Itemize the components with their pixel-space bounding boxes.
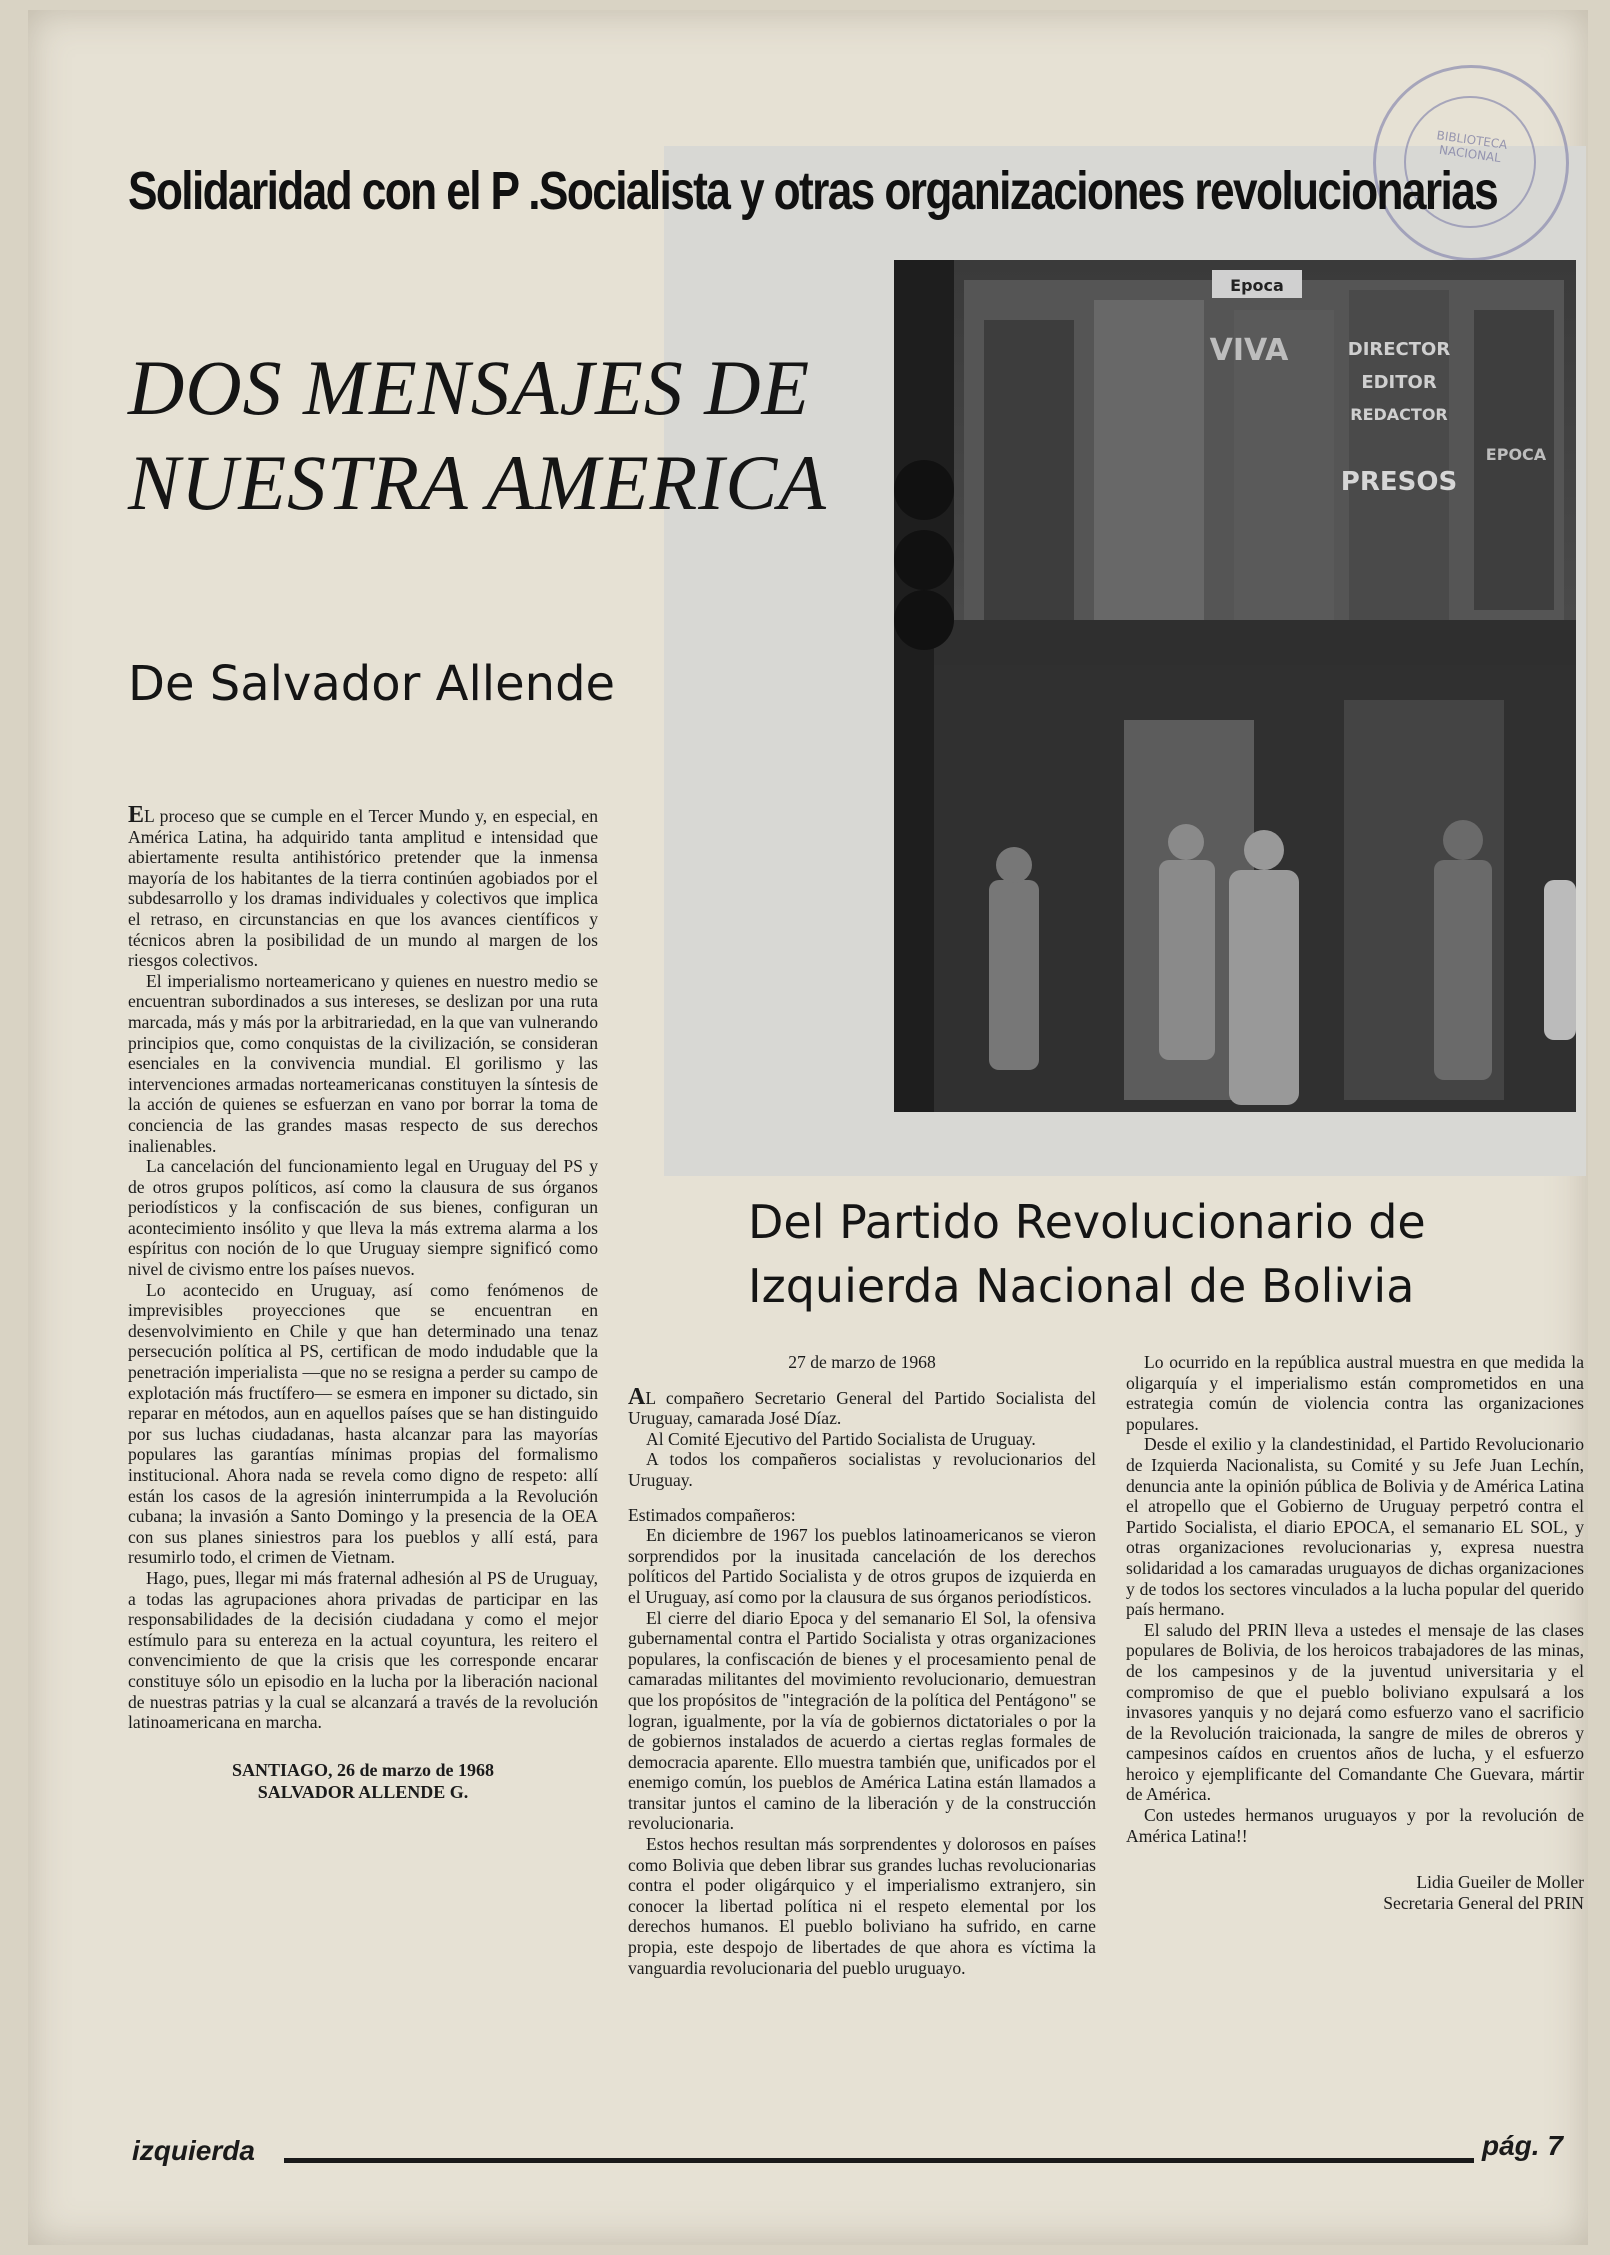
allende-sign-name: SALVADOR ALLENDE G.: [257, 1781, 469, 1802]
allende-paragraph-5: Hago, pues, llegar mi más fraternal adhesión al PS de Uruguay, a todas las agrupaciones ahora privadas de participar en las responsabilidades de la decisión ciudadana y como el mejor estímulo para su entereza en la actual coyuntura, les reitero el convencimiento de que la crisis que les corresponde encarar constituye sólo un episodio en la lucha por la liberación nacional de nuestras patrias y la cual se alcanzará a través de la revolución latinoamericana en marcha.: [128, 1567, 598, 1733]
prin-paragraph-7: Lo ocurrido en la república austral muestra en que medida la oligarquía y el imperialismo están comprometidos en una estrategia común de violencia contra las organizaciones populares.: [1126, 1352, 1584, 1434]
dropcap: A: [628, 1383, 646, 1410]
allende-sign-place: SANTIAGO, 26 de marzo de 1968: [232, 1759, 494, 1780]
newspaper-page: [28, 10, 1588, 2245]
prin-paragraph-3: A todos los compañeros socialistas y revolucionarios del Uruguay.: [628, 1449, 1096, 1490]
allende-paragraph-2: El imperialismo norteamericano y quienes en nuestro medio se encuentran subordinados a sus intereses, se deslizan por una ruta marcada, más y más por la arbitrariedad, en la que van vulnerando principios que, como conquistas de la civilización, se consideran esenciales en la convivencia mundial. El gorilismo y las intervenciones armadas norteamericanas constituyen la síntesis de la acción de quienes se esfuerzan en vano por borrar la toma de conciencia de las grandes masas respecto de sus derechos inalienables.: [128, 970, 598, 1156]
prin-sign-name: Lidia Gueiler de Moller: [1416, 1872, 1584, 1893]
allende-paragraph-3: La cancelación del funcionamiento legal en Uruguay del PS y de otros grupos políticos, así como la clausura de sus órganos periodísticos y la confiscación de sus bienes, configuran un acontecimiento insólito y que lleva la más extrema alarma a los espíritus con noción de lo que Uruguay siempre significó como nivel de civismo entre los países nuevos.: [128, 1156, 598, 1280]
allende-paragraph-1: [128, 802, 598, 971]
sign-redactor: REDACTOR: [1350, 405, 1448, 424]
footer-page-number: pág. 7: [1482, 2130, 1563, 2161]
stamp-text: BIBLIOTECA NACIONAL: [1435, 128, 1509, 166]
sign-editor: EDITOR: [1361, 372, 1437, 393]
prin-paragraph-5: El cierre del diario Epoca y del semanario El Sol, la ofensiva gubernamental contra el Partido Socialista y otras organizaciones populares, la confiscación de bienes y el procesamiento penal de camaradas militantes del movimiento revolucionario, demuestran que los propósitos de "integración de la política del Pentágono" se logran, igualmente, por la vía de gobiernos dictatoriales o por la de gobiernos instalados de acuerdo a ciertas reglas formales de democracia aparente. Ello muestra también que, unificados por el enemigo común, los pueblos de América Latina están llamados a transitar juntos el camino de la liberación y de la construcción revolucionaria.: [628, 1607, 1096, 1834]
sign-epoca-2: EPOCA: [1485, 445, 1547, 464]
allende-column: [128, 802, 598, 1803]
sign-epoca: Epoca: [1230, 276, 1284, 295]
prin-column-1: [628, 1352, 1096, 1978]
prin-paragraph-2: Al Comité Ejecutivo del Partido Socialista de Uruguay.: [646, 1428, 1036, 1449]
page-headline: Solidaridad con el P .Socialista y otras organizaciones revolucionarias: [128, 161, 1498, 221]
prin-column-2: [1126, 1352, 1584, 1913]
allende-heading: De Salvador Allende: [128, 656, 616, 712]
sign-director: DIRECTOR: [1347, 339, 1451, 360]
prin-greeting: Estimados compañeros:: [628, 1504, 796, 1525]
sign-presos: PRESOS: [1340, 467, 1458, 497]
allende-paragraph-4: Lo acontecido en Uruguay, así como fenómenos de imprevisibles proyecciones que se encuentran en desenvolvimiento en Chile y que han determinado una tenaz persecución política al PS, certifican de modo indudable que la penetración imperialista —que no se resigna a perder su campo de explotación más fructífero— se esmera en imponer su dictado, sin reparar en métodos, aun en aquellos países que se han distinguido por sus luchas ciudadanas, hasta alcanzar para las mayorías populares las garantías mínimas propias del formalismo institucional. Ahora nada se revela como digno de respeto: allí están los casos de la agresión ininterrumpida a la Revolución cubana; la invasión a Santo Domingo y la presencia de la OEA con sus planes siniestros para los pueblos y allí está, para resumirlo todo, el crimen de Vietnam.: [128, 1279, 598, 1568]
prin-heading: Del Partido Revolucionario de Izquierda Nacional de Bolivia: [748, 1195, 1426, 1313]
prin-paragraph-10: Con ustedes hermanos uruguayos y por la revolución de América Latina!!: [1126, 1805, 1584, 1846]
photo-illustration: [894, 260, 1576, 1112]
prin-paragraph-9: El saludo del PRIN lleva a ustedes el mensaje de las clases populares de Bolivia, de los heroicos trabajadores de las minas, de los campesinos y de la juventud universitaria y el compromiso de que el pueblo boliviano expulsará a los invasores yanquis y no dejará como esfuerzo vano el sacrificio de la Revolución traicionada, la sangre de miles de obreros y campesinos caídos en cruentos años de lucha, y el esfuerzo heroico y ejemplificante del Comandante Che Guevara, mártir de América.: [1126, 1619, 1584, 1805]
prin-paragraph-1: [628, 1383, 1096, 1429]
footer-rule: [284, 2158, 1474, 2163]
prin-paragraph-8: Desde el exilio y la clandestinidad, el Partido Revolucionario de Izquierda Nacionalista, su Comité y su Jefe Juan Lechín, denuncia ante la opinión pública de Bolivia y de América Latina el atropello que el Gobierno de Uruguay perpetró contra el Partido Socialista, el diario EPOCA, el semanario EL SOL, y otras organizaciones revolucionarias y, expresa nuestra solidaridad a los camaradas uruguayos de dichas organizaciones y de todos los sectores vinculados a la lucha popular del querido país hermano.: [1126, 1434, 1584, 1620]
main-title: DOS MENSAJES DE NUESTRA AMERICA: [128, 344, 827, 526]
footer-publication: izquierda: [132, 2135, 255, 2166]
allende-paragraph-1-text: L proceso que se cumple en el Tercer Mundo y, en especial, en América Latina, ha adquirido tanta amplitud e intensidad que abiertamente resulta antihistórico pretender que la inmensa mayoría de los habitantes de la tierra continúen agobiados por el subdesarrollo y los dramas individuales y colectivos que implica el retraso, en circunstancias en que los avances científicos y técnicos abren la posibilidad de un mundo al margen de los riesgos colectivos.: [128, 806, 598, 971]
dropcap: E: [128, 802, 145, 828]
news-photo: [894, 260, 1576, 1112]
prin-paragraph-4: En diciembre de 1967 los pueblos latinoamericanos se vieron sorprendidos por la inusitada cancelación de los derechos políticos del Partido Socialista y de otros grupos de izquierda en el Uruguay, así como por la clausura de sus órganos periodísticos.: [628, 1525, 1096, 1607]
sign-viva: VIVA: [1209, 333, 1289, 368]
prin-sign-title: Secretaria General del PRIN: [1383, 1892, 1584, 1913]
prin-paragraph-1-text: L compañero Secretario General del Partido Socialista del Uruguay, camarada José Díaz.: [628, 1387, 1096, 1429]
prin-paragraph-6: Estos hechos resultan más sorprendentes y dolorosos en países como Bolivia que deben librar sus grandes luchas revolucionarias contra el poder oligárquico y el imperialismo extranjero, sin conocer la libertad política ni el respeto elemental por los derechos humanos. El pueblo boliviano ha sufrido, en carne propia, este despojo de libertades de que ahora es víctima la vanguardia revolucionaria del pueblo uruguayo.: [628, 1834, 1096, 1978]
prin-date: 27 de marzo de 1968: [788, 1352, 936, 1372]
